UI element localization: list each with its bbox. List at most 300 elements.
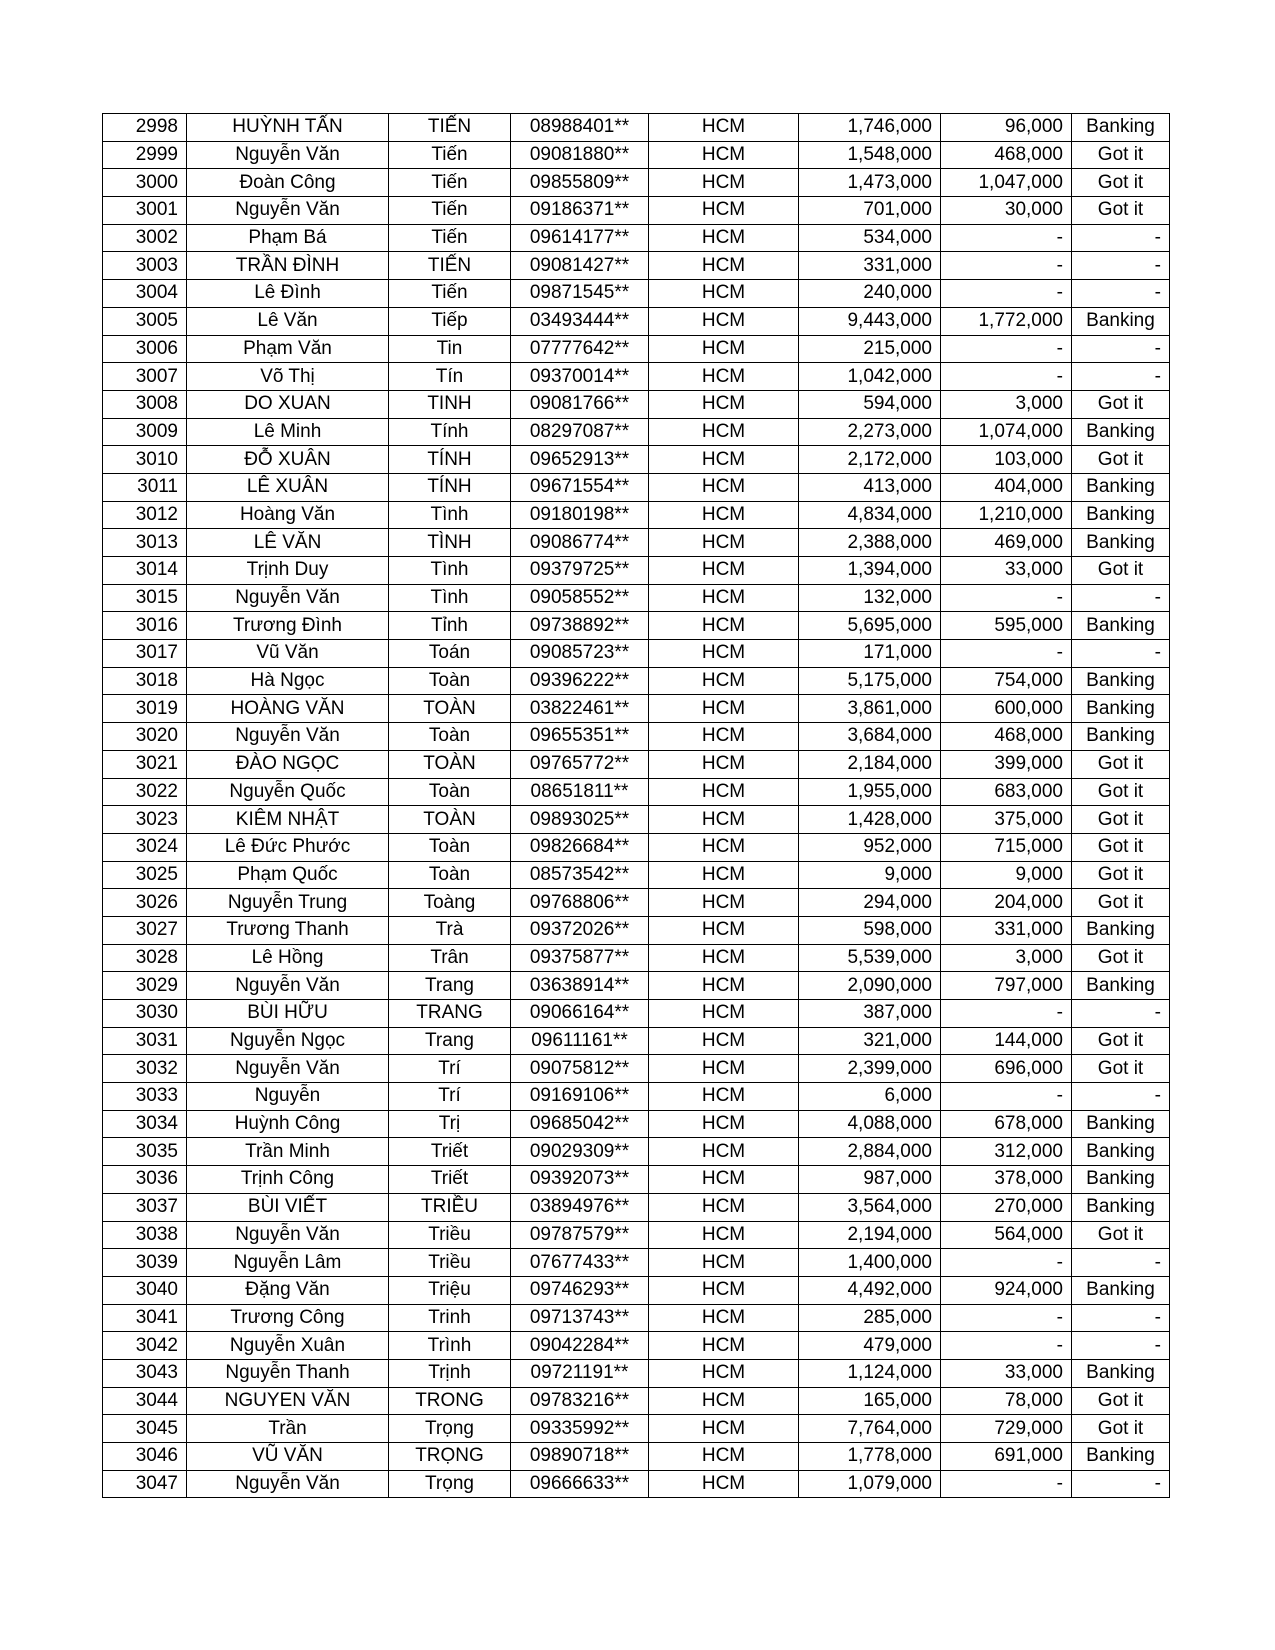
- phone-cell: 09655351**: [511, 723, 649, 751]
- reward-cell: 1,210,000: [941, 501, 1072, 529]
- amount-cell: 534,000: [799, 224, 941, 252]
- row-number-cell: 3029: [103, 972, 187, 1000]
- city-cell: HCM: [649, 1332, 799, 1360]
- last-name-cell: Đoàn Công: [187, 169, 389, 197]
- first-name-cell: Tín: [389, 363, 511, 391]
- table-row: [103, 1276, 1170, 1304]
- reward-cell: 331,000: [941, 916, 1072, 944]
- payout-method-cell: -: [1072, 1332, 1170, 1360]
- row-number-cell: 3026: [103, 889, 187, 917]
- table-row: [103, 197, 1170, 225]
- table-row: [103, 612, 1170, 640]
- payout-method-cell: Got it: [1072, 169, 1170, 197]
- payout-method-cell: Got it: [1072, 861, 1170, 889]
- row-number-cell: 3040: [103, 1276, 187, 1304]
- phone-cell: 08651811**: [511, 778, 649, 806]
- table-row: [103, 307, 1170, 335]
- table-row: [103, 833, 1170, 861]
- reward-cell: 1,772,000: [941, 307, 1072, 335]
- city-cell: HCM: [649, 778, 799, 806]
- city-cell: HCM: [649, 252, 799, 280]
- last-name-cell: Lê Hồng: [187, 944, 389, 972]
- phone-cell: 09890718**: [511, 1443, 649, 1471]
- reward-cell: 3,000: [941, 390, 1072, 418]
- row-number-cell: 3028: [103, 944, 187, 972]
- city-cell: HCM: [649, 723, 799, 751]
- phone-cell: 08988401**: [511, 114, 649, 142]
- table-row: [103, 1304, 1170, 1332]
- row-number-cell: 3022: [103, 778, 187, 806]
- phone-cell: 09186371**: [511, 197, 649, 225]
- payout-method-cell: -: [1072, 640, 1170, 668]
- table-row: [103, 1221, 1170, 1249]
- phone-cell: 07777642**: [511, 335, 649, 363]
- first-name-cell: Trang: [389, 1027, 511, 1055]
- reward-cell: -: [941, 1249, 1072, 1277]
- reward-cell: 729,000: [941, 1415, 1072, 1443]
- reward-cell: -: [941, 1083, 1072, 1111]
- payout-method-cell: Banking: [1072, 1276, 1170, 1304]
- amount-cell: 952,000: [799, 833, 941, 861]
- reward-cell: 103,000: [941, 446, 1072, 474]
- payout-method-cell: Banking: [1072, 612, 1170, 640]
- reward-cell: 1,047,000: [941, 169, 1072, 197]
- first-name-cell: Tình: [389, 557, 511, 585]
- reward-cell: 404,000: [941, 473, 1072, 501]
- reward-cell: 30,000: [941, 197, 1072, 225]
- city-cell: HCM: [649, 169, 799, 197]
- reward-cell: 678,000: [941, 1110, 1072, 1138]
- phone-cell: 09855809**: [511, 169, 649, 197]
- phone-cell: 09066164**: [511, 1000, 649, 1028]
- phone-cell: 09666633**: [511, 1470, 649, 1498]
- reward-cell: 144,000: [941, 1027, 1072, 1055]
- amount-cell: 3,861,000: [799, 695, 941, 723]
- last-name-cell: Nguyễn Xuân: [187, 1332, 389, 1360]
- payout-method-cell: -: [1072, 363, 1170, 391]
- reward-cell: 33,000: [941, 1359, 1072, 1387]
- first-name-cell: Trang: [389, 972, 511, 1000]
- first-name-cell: Trà: [389, 916, 511, 944]
- last-name-cell: TRẦN ĐÌNH: [187, 252, 389, 280]
- phone-cell: 09826684**: [511, 833, 649, 861]
- payout-method-cell: Banking: [1072, 529, 1170, 557]
- first-name-cell: TRANG: [389, 1000, 511, 1028]
- payout-method-cell: Got it: [1072, 778, 1170, 806]
- reward-cell: 696,000: [941, 1055, 1072, 1083]
- first-name-cell: TIẾN: [389, 114, 511, 142]
- first-name-cell: Trí: [389, 1055, 511, 1083]
- phone-cell: 09671554**: [511, 473, 649, 501]
- first-name-cell: TÍNH: [389, 473, 511, 501]
- amount-cell: 9,000: [799, 861, 941, 889]
- first-name-cell: Trịnh: [389, 1359, 511, 1387]
- payout-method-cell: Got it: [1072, 1221, 1170, 1249]
- row-number-cell: 3042: [103, 1332, 187, 1360]
- city-cell: HCM: [649, 1083, 799, 1111]
- first-name-cell: Toàn: [389, 778, 511, 806]
- city-cell: HCM: [649, 833, 799, 861]
- table-row: [103, 114, 1170, 142]
- reward-cell: 399,000: [941, 750, 1072, 778]
- phone-cell: 09783216**: [511, 1387, 649, 1415]
- payout-method-cell: Banking: [1072, 418, 1170, 446]
- last-name-cell: Nguyễn Văn: [187, 972, 389, 1000]
- city-cell: HCM: [649, 861, 799, 889]
- amount-cell: 598,000: [799, 916, 941, 944]
- amount-cell: 7,764,000: [799, 1415, 941, 1443]
- amount-cell: 5,695,000: [799, 612, 941, 640]
- phone-cell: 03894976**: [511, 1193, 649, 1221]
- reward-cell: 468,000: [941, 723, 1072, 751]
- table-row: [103, 557, 1170, 585]
- last-name-cell: Nguyễn Văn: [187, 1221, 389, 1249]
- last-name-cell: Trịnh Công: [187, 1166, 389, 1194]
- row-number-cell: 3007: [103, 363, 187, 391]
- city-cell: HCM: [649, 1166, 799, 1194]
- city-cell: HCM: [649, 750, 799, 778]
- amount-cell: 331,000: [799, 252, 941, 280]
- payout-method-cell: Banking: [1072, 1138, 1170, 1166]
- amount-cell: 6,000: [799, 1083, 941, 1111]
- amount-cell: 3,564,000: [799, 1193, 941, 1221]
- row-number-cell: 3004: [103, 280, 187, 308]
- last-name-cell: Huỳnh Công: [187, 1110, 389, 1138]
- phone-cell: 03638914**: [511, 972, 649, 1000]
- table-row: [103, 1415, 1170, 1443]
- amount-cell: 387,000: [799, 1000, 941, 1028]
- amount-cell: 1,473,000: [799, 169, 941, 197]
- reward-cell: -: [941, 280, 1072, 308]
- table-row: [103, 1387, 1170, 1415]
- amount-cell: 2,194,000: [799, 1221, 941, 1249]
- row-number-cell: 3034: [103, 1110, 187, 1138]
- city-cell: HCM: [649, 1359, 799, 1387]
- row-number-cell: 3006: [103, 335, 187, 363]
- city-cell: HCM: [649, 529, 799, 557]
- city-cell: HCM: [649, 1470, 799, 1498]
- row-number-cell: 3011: [103, 473, 187, 501]
- first-name-cell: Triệu: [389, 1276, 511, 1304]
- amount-cell: 1,428,000: [799, 806, 941, 834]
- first-name-cell: Trinh: [389, 1304, 511, 1332]
- first-name-cell: TRIỀU: [389, 1193, 511, 1221]
- table-row: [103, 1083, 1170, 1111]
- payout-method-cell: Got it: [1072, 750, 1170, 778]
- city-cell: HCM: [649, 390, 799, 418]
- row-number-cell: 3013: [103, 529, 187, 557]
- table-row: [103, 280, 1170, 308]
- last-name-cell: Lê Đình: [187, 280, 389, 308]
- city-cell: HCM: [649, 806, 799, 834]
- reward-cell: 683,000: [941, 778, 1072, 806]
- city-cell: HCM: [649, 1249, 799, 1277]
- row-number-cell: 3012: [103, 501, 187, 529]
- row-number-cell: 3003: [103, 252, 187, 280]
- city-cell: HCM: [649, 667, 799, 695]
- table-row: [103, 1000, 1170, 1028]
- payout-method-cell: Got it: [1072, 141, 1170, 169]
- city-cell: HCM: [649, 1415, 799, 1443]
- table-row: [103, 1359, 1170, 1387]
- reward-cell: -: [941, 1000, 1072, 1028]
- city-cell: HCM: [649, 944, 799, 972]
- row-number-cell: 3031: [103, 1027, 187, 1055]
- phone-cell: 09893025**: [511, 806, 649, 834]
- payout-method-cell: Got it: [1072, 1415, 1170, 1443]
- table-row: [103, 1138, 1170, 1166]
- first-name-cell: TOÀN: [389, 750, 511, 778]
- last-name-cell: HUỲNH TẤN: [187, 114, 389, 142]
- payout-method-cell: Banking: [1072, 1359, 1170, 1387]
- last-name-cell: Vũ Văn: [187, 640, 389, 668]
- phone-cell: 08297087**: [511, 418, 649, 446]
- reward-cell: 564,000: [941, 1221, 1072, 1249]
- row-number-cell: 3005: [103, 307, 187, 335]
- city-cell: HCM: [649, 1110, 799, 1138]
- first-name-cell: TÌNH: [389, 529, 511, 557]
- payout-method-cell: Banking: [1072, 723, 1170, 751]
- last-name-cell: ĐÀO NGỌC: [187, 750, 389, 778]
- city-cell: HCM: [649, 141, 799, 169]
- amount-cell: 132,000: [799, 584, 941, 612]
- last-name-cell: Nguyễn Văn: [187, 584, 389, 612]
- first-name-cell: Tiến: [389, 280, 511, 308]
- phone-cell: 09081880**: [511, 141, 649, 169]
- first-name-cell: TIẾN: [389, 252, 511, 280]
- table-row: [103, 390, 1170, 418]
- row-number-cell: 3025: [103, 861, 187, 889]
- row-number-cell: 3041: [103, 1304, 187, 1332]
- last-name-cell: Trần: [187, 1415, 389, 1443]
- city-cell: HCM: [649, 1221, 799, 1249]
- amount-cell: 4,834,000: [799, 501, 941, 529]
- row-number-cell: 3036: [103, 1166, 187, 1194]
- amount-cell: 594,000: [799, 390, 941, 418]
- city-cell: HCM: [649, 335, 799, 363]
- amount-cell: 479,000: [799, 1332, 941, 1360]
- first-name-cell: Trí: [389, 1083, 511, 1111]
- city-cell: HCM: [649, 889, 799, 917]
- first-name-cell: Triết: [389, 1166, 511, 1194]
- first-name-cell: Triều: [389, 1249, 511, 1277]
- table-row: [103, 1249, 1170, 1277]
- phone-cell: 09713743**: [511, 1304, 649, 1332]
- last-name-cell: Lê Đức Phước: [187, 833, 389, 861]
- table-row: [103, 224, 1170, 252]
- first-name-cell: Tiến: [389, 197, 511, 225]
- phone-cell: 07677433**: [511, 1249, 649, 1277]
- table-row: [103, 335, 1170, 363]
- amount-cell: 240,000: [799, 280, 941, 308]
- reward-cell: -: [941, 1304, 1072, 1332]
- table-row: [103, 861, 1170, 889]
- row-number-cell: 3016: [103, 612, 187, 640]
- payout-method-cell: Banking: [1072, 114, 1170, 142]
- table-row: [103, 889, 1170, 917]
- last-name-cell: Trần Minh: [187, 1138, 389, 1166]
- phone-cell: 09375877**: [511, 944, 649, 972]
- city-cell: HCM: [649, 1304, 799, 1332]
- first-name-cell: Tiến: [389, 169, 511, 197]
- last-name-cell: ĐỖ XUÂN: [187, 446, 389, 474]
- reward-cell: 469,000: [941, 529, 1072, 557]
- table-row: [103, 695, 1170, 723]
- table-row: [103, 806, 1170, 834]
- table-row: [103, 584, 1170, 612]
- reward-cell: -: [941, 1332, 1072, 1360]
- table-row: [103, 1470, 1170, 1498]
- first-name-cell: Toàn: [389, 833, 511, 861]
- first-name-cell: TOÀN: [389, 695, 511, 723]
- table-row: [103, 529, 1170, 557]
- reward-cell: -: [941, 224, 1072, 252]
- city-cell: HCM: [649, 1276, 799, 1304]
- table-row: [103, 1443, 1170, 1471]
- row-number-cell: 2998: [103, 114, 187, 142]
- last-name-cell: Nguyễn Ngọc: [187, 1027, 389, 1055]
- amount-cell: 3,684,000: [799, 723, 941, 751]
- row-number-cell: 3008: [103, 390, 187, 418]
- first-name-cell: TRỌNG: [389, 1443, 511, 1471]
- payout-method-cell: -: [1072, 224, 1170, 252]
- amount-cell: 2,172,000: [799, 446, 941, 474]
- first-name-cell: Tình: [389, 584, 511, 612]
- row-number-cell: 3020: [103, 723, 187, 751]
- table-row: [103, 1027, 1170, 1055]
- reward-cell: 375,000: [941, 806, 1072, 834]
- reward-cell: 33,000: [941, 557, 1072, 585]
- last-name-cell: Nguyễn Văn: [187, 1470, 389, 1498]
- payout-method-cell: Got it: [1072, 1055, 1170, 1083]
- city-cell: HCM: [649, 114, 799, 142]
- city-cell: HCM: [649, 916, 799, 944]
- reward-cell: 468,000: [941, 141, 1072, 169]
- payout-method-cell: Banking: [1072, 1110, 1170, 1138]
- city-cell: HCM: [649, 1387, 799, 1415]
- phone-cell: 09768806**: [511, 889, 649, 917]
- phone-cell: 09787579**: [511, 1221, 649, 1249]
- phone-cell: 09652913**: [511, 446, 649, 474]
- phone-cell: 09075812**: [511, 1055, 649, 1083]
- reward-cell: -: [941, 335, 1072, 363]
- amount-cell: 4,088,000: [799, 1110, 941, 1138]
- first-name-cell: Toàn: [389, 861, 511, 889]
- phone-cell: 09081766**: [511, 390, 649, 418]
- phone-cell: 09685042**: [511, 1110, 649, 1138]
- city-cell: HCM: [649, 557, 799, 585]
- phone-cell: 09086774**: [511, 529, 649, 557]
- table-body: [103, 114, 1170, 1498]
- first-name-cell: Trân: [389, 944, 511, 972]
- table-row: [103, 252, 1170, 280]
- payout-method-cell: -: [1072, 335, 1170, 363]
- table-row: [103, 1110, 1170, 1138]
- amount-cell: 171,000: [799, 640, 941, 668]
- city-cell: HCM: [649, 446, 799, 474]
- payout-method-cell: Got it: [1072, 446, 1170, 474]
- row-number-cell: 3015: [103, 584, 187, 612]
- amount-cell: 5,539,000: [799, 944, 941, 972]
- row-number-cell: 3023: [103, 806, 187, 834]
- payout-method-cell: Got it: [1072, 1387, 1170, 1415]
- row-number-cell: 2999: [103, 141, 187, 169]
- city-cell: HCM: [649, 501, 799, 529]
- last-name-cell: Lê Văn: [187, 307, 389, 335]
- city-cell: HCM: [649, 418, 799, 446]
- amount-cell: 2,388,000: [799, 529, 941, 557]
- reward-cell: 754,000: [941, 667, 1072, 695]
- table-row: [103, 501, 1170, 529]
- row-number-cell: 3032: [103, 1055, 187, 1083]
- payout-method-cell: Banking: [1072, 667, 1170, 695]
- last-name-cell: Nguyễn Văn: [187, 141, 389, 169]
- city-cell: HCM: [649, 363, 799, 391]
- city-cell: HCM: [649, 473, 799, 501]
- last-name-cell: Nguyễn Lâm: [187, 1249, 389, 1277]
- amount-cell: 1,955,000: [799, 778, 941, 806]
- amount-cell: 2,273,000: [799, 418, 941, 446]
- first-name-cell: Tiến: [389, 224, 511, 252]
- amount-cell: 1,778,000: [799, 1443, 941, 1471]
- row-number-cell: 3044: [103, 1387, 187, 1415]
- table-row: [103, 169, 1170, 197]
- first-name-cell: Tiến: [389, 141, 511, 169]
- amount-cell: 4,492,000: [799, 1276, 941, 1304]
- phone-cell: 09085723**: [511, 640, 649, 668]
- last-name-cell: Trịnh Duy: [187, 557, 389, 585]
- amount-cell: 413,000: [799, 473, 941, 501]
- last-name-cell: Nguyễn Thanh: [187, 1359, 389, 1387]
- phone-cell: 09396222**: [511, 667, 649, 695]
- row-number-cell: 3038: [103, 1221, 187, 1249]
- payout-method-cell: Got it: [1072, 806, 1170, 834]
- table-row: [103, 944, 1170, 972]
- last-name-cell: Hà Ngọc: [187, 667, 389, 695]
- last-name-cell: Đặng Văn: [187, 1276, 389, 1304]
- payout-method-cell: -: [1072, 252, 1170, 280]
- payout-method-cell: -: [1072, 1083, 1170, 1111]
- reward-cell: -: [941, 584, 1072, 612]
- payout-method-cell: -: [1072, 1000, 1170, 1028]
- first-name-cell: Triết: [389, 1138, 511, 1166]
- reward-cell: 78,000: [941, 1387, 1072, 1415]
- last-name-cell: BÙI VIẾT: [187, 1193, 389, 1221]
- amount-cell: 1,042,000: [799, 363, 941, 391]
- phone-cell: 09029309**: [511, 1138, 649, 1166]
- phone-cell: 09765772**: [511, 750, 649, 778]
- phone-cell: 09042284**: [511, 1332, 649, 1360]
- city-cell: HCM: [649, 1055, 799, 1083]
- amount-cell: 165,000: [799, 1387, 941, 1415]
- first-name-cell: TÍNH: [389, 446, 511, 474]
- last-name-cell: Trương Đình: [187, 612, 389, 640]
- amount-cell: 1,079,000: [799, 1470, 941, 1498]
- table-row: [103, 1166, 1170, 1194]
- reward-cell: 1,074,000: [941, 418, 1072, 446]
- payout-method-cell: Banking: [1072, 972, 1170, 1000]
- row-number-cell: 3024: [103, 833, 187, 861]
- last-name-cell: Nguyễn Văn: [187, 723, 389, 751]
- phone-cell: 09081427**: [511, 252, 649, 280]
- row-number-cell: 3021: [103, 750, 187, 778]
- row-number-cell: 3027: [103, 916, 187, 944]
- city-cell: HCM: [649, 1027, 799, 1055]
- amount-cell: 1,394,000: [799, 557, 941, 585]
- city-cell: HCM: [649, 280, 799, 308]
- table-row: [103, 972, 1170, 1000]
- city-cell: HCM: [649, 1000, 799, 1028]
